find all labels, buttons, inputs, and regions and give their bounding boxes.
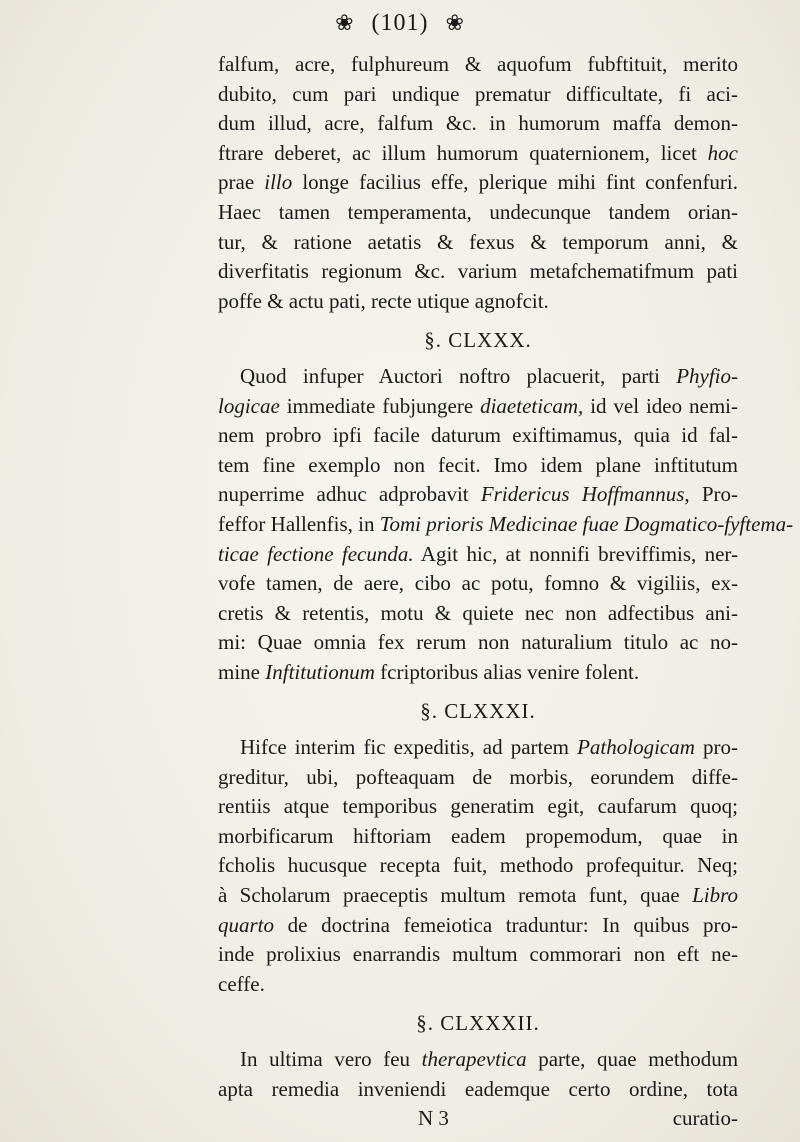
catchword: curatio- <box>672 1106 738 1131</box>
paragraph-180 <box>218 362 794 688</box>
text-line: falfum, acre, fulphureum & aquofum fubftituit, merito <box>218 52 738 76</box>
text-line: apta remedia inveniendi eademque certo ordine, tota <box>218 1076 738 1101</box>
section-heading: §. CLXXX. <box>424 328 532 353</box>
text-line: cretis & retentis, motu & quiete nec non adfectibus ani- <box>218 600 738 625</box>
text-line: diverfitatis regionum &c. varium metafchematifmum pati <box>218 259 738 284</box>
signature-mark: N 3 <box>418 1106 449 1131</box>
text-line: tur, & ratione aetatis & fexus & temporum anni, & <box>218 229 738 254</box>
text-line: dubito, cum pari undique prematur difficultate, fi aci- <box>218 81 738 106</box>
text-line: tem fine exemplo non fecit. Imo idem plane inftitutum <box>218 452 738 477</box>
italic-word: illo <box>264 170 293 195</box>
text-line: inde prolixius enarrandis multum commorari non eft ne- <box>218 942 738 967</box>
section-heading: §. CLXXXII. <box>416 1011 540 1036</box>
text-line: poffe & actu pati, recte utique agnofcit. <box>218 288 549 313</box>
paragraph-182 <box>218 1045 738 1134</box>
paragraph-continued <box>218 50 738 316</box>
text-line: mine Inftitutionum fcriptoribus alias venire folent. <box>218 659 640 684</box>
text-line: Quod infuper Auctori noftro placuerit, parti Phyfio- <box>240 363 739 388</box>
text-line: dum illud, acre, falfum &c. in humorum maffa demon- <box>218 111 738 136</box>
italic-word: hoc <box>707 140 738 165</box>
text-line: fcholis hucusque recepta fuit, methodo profequitur. Neq; <box>218 853 738 878</box>
text-line: feffor Hallenfis, in Tomi prioris Medicinae fuae Dogmatico-fyftema- <box>218 511 794 536</box>
text-line: quarto de doctrina femeiotica traduntur: In quibus pro- <box>218 912 738 937</box>
text-line: morbificarum hiftoriam eadem propemodum, quae in <box>218 823 738 848</box>
body-text <box>218 50 794 1134</box>
text-line: nem probro ipfi facile daturum exiftimamus, quia id fal- <box>218 423 738 448</box>
page-number: (101) <box>371 10 429 36</box>
paragraph-181 <box>218 733 738 999</box>
text-line: mi: Quae omnia fex rerum non naturalium titulo ac no- <box>218 630 738 655</box>
text-line: In ultima vero feu therapevtica parte, quae methodum <box>240 1047 739 1071</box>
text-line: Hifce interim fic expeditis, ad partem Pathologicam pro- <box>240 735 738 760</box>
text-line: vofe tamen, de aere, cibo ac potu, fomno & vigiliis, ex- <box>218 571 738 596</box>
text-line: nuperrime adhuc adprobavit Fridericus Hoffmannus, Pro- <box>218 482 739 507</box>
text-line: greditur, ubi, pofteaquam de morbis, eorundem diffe- <box>218 764 738 789</box>
text-line: ftrare deberet, ac illum humorum quaternionem, licet hoc <box>218 140 738 165</box>
text-line: à Scholarum praeceptis multum remota funt, quae Libro <box>218 883 738 908</box>
text-line: prae illo longe facilius effe, plerique mihi fint confenfuri. <box>218 170 739 195</box>
text-line: logicae immediate fubjungere diaeteticam, id vel ideo nemi- <box>218 393 738 418</box>
text-line: ticae fectione fecunda. Agit hic, at nonnifi breviffimis, ner- <box>218 541 738 566</box>
text-line: rentiis atque temporibus generatim egit, caufarum quoq; <box>218 794 738 819</box>
section-heading: §. CLXXXI. <box>420 699 536 724</box>
right-ornament-icon: ❀ <box>445 10 465 35</box>
page-footer <box>218 1104 738 1134</box>
left-ornament-icon: ❀ <box>335 10 355 35</box>
text-line: Haec tamen temperamenta, undecunque tandem orian- <box>218 199 738 224</box>
text-line: ceffe. <box>218 971 265 996</box>
page-header <box>0 10 800 37</box>
